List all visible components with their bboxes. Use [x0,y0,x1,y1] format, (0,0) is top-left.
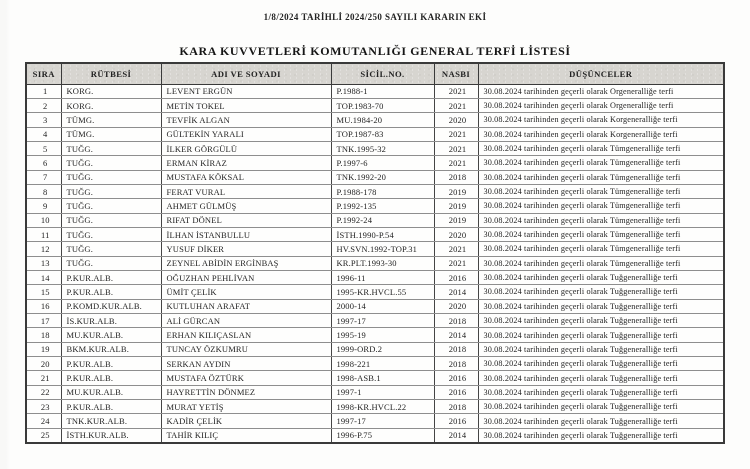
cell-sicil: P.1992-24 [331,213,434,227]
table-row [26,270,724,284]
cell-nasbi: 2018 [434,314,478,328]
cell-nasbi: 2018 [434,400,478,414]
cell-sira: 18 [26,328,61,342]
cell-nasbi: 2020 [434,113,478,127]
cell-dusunceler: 30.08.2024 tarihinden geçerli olarak Tuğgeneralliğe terfi [478,270,724,284]
cell-rutbesi: İS.KUR.ALB. [61,314,161,328]
cell-nasbi: 2018 [434,342,478,356]
cell-adi: TUNCAY ÖZKUMRU [161,342,331,356]
cell-dusunceler: 30.08.2024 tarihinden geçerli olarak Tümgeneralliğe terfi [478,141,724,155]
table-row [26,256,724,270]
cell-nasbi: 2021 [434,156,478,170]
cell-sicil: 1995-KR.HVCL.55 [331,285,434,299]
cell-sira: 12 [26,242,61,256]
cell-nasbi: 2014 [434,328,478,342]
cell-nasbi: 2016 [434,385,478,399]
cell-sicil: 1998-221 [331,357,434,371]
cell-nasbi: 2018 [434,357,478,371]
cell-dusunceler: 30.08.2024 tarihinden geçerli olarak Tuğgeneralliğe terfi [478,328,724,342]
cell-rutbesi: TUĞG. [61,184,161,198]
cell-rutbesi: P.KUR.ALB. [61,371,161,385]
cell-sicil: 1997-1 [331,385,434,399]
cell-sicil: KR.PLT.1993-30 [331,256,434,270]
cell-rutbesi: TÜMG. [61,127,161,141]
table-row [26,400,724,414]
cell-nasbi: 2019 [434,199,478,213]
cell-dusunceler: 30.08.2024 tarihinden geçerli olarak Tuğgeneralliğe terfi [478,414,724,428]
cell-rutbesi: TÜMG. [61,113,161,127]
cell-adi: TEVFİK ALGAN [161,113,331,127]
column-header-dusunceler: DÜŞÜNCELER [478,63,724,84]
cell-sicil: 1995-19 [331,328,434,342]
cell-nasbi: 2019 [434,213,478,227]
cell-dusunceler: 30.08.2024 tarihinden geçerli olarak Tuğgeneralliğe terfi [478,371,724,385]
cell-rutbesi: TUĞG. [61,156,161,170]
cell-sira: 17 [26,314,61,328]
cell-adi: ERHAN KILIÇASLAN [161,328,331,342]
cell-sira: 1 [26,84,61,98]
cell-rutbesi: P.KUR.ALB. [61,270,161,284]
cell-adi: MUSTAFA KÖKSAL [161,170,331,184]
cell-adi: FERAT VURAL [161,184,331,198]
cell-dusunceler: 30.08.2024 tarihinden geçerli olarak Tümgeneralliğe terfi [478,199,724,213]
cell-sicil: P.1992-135 [331,199,434,213]
cell-sira: 5 [26,141,61,155]
cell-dusunceler: 30.08.2024 tarihinden geçerli olarak Tuğgeneralliğe terfi [478,314,724,328]
cell-nasbi: 2021 [434,84,478,98]
cell-dusunceler: 30.08.2024 tarihinden geçerli olarak Tuğgeneralliğe terfi [478,428,724,442]
cell-dusunceler: 30.08.2024 tarihinden geçerli olarak Tümgeneralliğe terfi [478,170,724,184]
cell-dusunceler: 30.08.2024 tarihinden geçerli olarak Tümgeneralliğe terfi [478,242,724,256]
cell-dusunceler: 30.08.2024 tarihinden geçerli olarak Orgeneralliğe terfi [478,98,724,112]
cell-sicil: 1998-KR.HVCL.22 [331,400,434,414]
cell-adi: RIFAT DÖNEL [161,213,331,227]
decision-annex-title: 1/8/2024 TARİHLİ 2024/250 SAYILI KARARIN EKİ [263,12,487,22]
cell-dusunceler: 30.08.2024 tarihinden geçerli olarak Tuğgeneralliğe terfi [478,400,724,414]
cell-sira: 10 [26,213,61,227]
cell-dusunceler: 30.08.2024 tarihinden geçerli olarak Tuğgeneralliğe terfi [478,357,724,371]
table-row [26,98,724,112]
cell-sicil: 1996-11 [331,270,434,284]
table-row [26,428,724,442]
table-row [26,314,724,328]
table-row [26,156,724,170]
cell-adi: ZEYNEL ABİDİN ERGİNBAŞ [161,256,331,270]
cell-rutbesi: TUĞG. [61,256,161,270]
cell-sicil: TNK.1992-20 [331,170,434,184]
table-row [26,141,724,155]
table-row [26,113,724,127]
cell-rutbesi: İSTH.KUR.ALB. [61,428,161,442]
cell-rutbesi: P.KOMD.KUR.ALB. [61,299,161,313]
cell-nasbi: 2016 [434,270,478,284]
table-row [26,299,724,313]
column-header-rutbesi: RÜTBESİ [61,63,161,84]
cell-dusunceler: 30.08.2024 tarihinden geçerli olarak Korgeneralliğe terfi [478,113,724,127]
cell-rutbesi: TUĞG. [61,199,161,213]
cell-sira: 19 [26,342,61,356]
cell-dusunceler: 30.08.2024 tarihinden geçerli olarak Tümgeneralliğe terfi [478,256,724,270]
cell-rutbesi: TNK.KUR.ALB. [61,414,161,428]
page-title: KARA KUVVETLERİ KOMUTANLIĞI GENERAL TERFİ LİSTESİ [179,44,571,58]
cell-adi: ÜMİT ÇELİK [161,285,331,299]
cell-sira: 8 [26,184,61,198]
cell-sicil: TNK.1995-32 [331,141,434,155]
cell-dusunceler: 30.08.2024 tarihinden geçerli olarak Tuğgeneralliğe terfi [478,299,724,313]
cell-dusunceler: 30.08.2024 tarihinden geçerli olarak Tuğgeneralliğe terfi [478,285,724,299]
cell-dusunceler: 30.08.2024 tarihinden geçerli olarak Korgeneralliğe terfi [478,127,724,141]
cell-adi: AHMET GÜLMÜŞ [161,199,331,213]
cell-adi: LEVENT ERGÜN [161,84,331,98]
cell-rutbesi: TUĞG. [61,170,161,184]
promotion-table [25,62,725,444]
table-row [26,328,724,342]
cell-sira: 2 [26,98,61,112]
cell-dusunceler: 30.08.2024 tarihinden geçerli olarak Tümgeneralliğe terfi [478,213,724,227]
cell-adi: KUTLUHAN ARAFAT [161,299,331,313]
table-row [26,213,724,227]
table-row [26,184,724,198]
cell-nasbi: 2016 [434,414,478,428]
cell-sicil: P.1988-178 [331,184,434,198]
table-row [26,242,724,256]
cell-sira: 23 [26,400,61,414]
cell-nasbi: 2021 [434,127,478,141]
cell-adi: İLHAN İSTANBULLU [161,227,331,241]
cell-adi: GÜLTEKİN YARALI [161,127,331,141]
cell-adi: OĞUZHAN PEHLİVAN [161,270,331,284]
cell-dusunceler: 30.08.2024 tarihinden geçerli olarak Tuğgeneralliğe terfi [478,342,724,356]
table-row [26,357,724,371]
table-row [26,170,724,184]
cell-dusunceler: 30.08.2024 tarihinden geçerli olarak Tuğgeneralliğe terfi [478,385,724,399]
cell-adi: MURAT YETİŞ [161,400,331,414]
promotion-table-body [26,84,724,443]
cell-sira: 14 [26,270,61,284]
cell-adi: HAYRETTİN DÖNMEZ [161,385,331,399]
cell-dusunceler: 30.08.2024 tarihinden geçerli olarak Tümgeneralliğe terfi [478,184,724,198]
cell-sicil: İSTH.1990-P.54 [331,227,434,241]
column-header-adi: ADI VE SOYADI [161,63,331,84]
table-row [26,199,724,213]
cell-nasbi: 2018 [434,170,478,184]
cell-sicil: 2000-14 [331,299,434,313]
cell-adi: TAHİR KILIÇ [161,428,331,442]
cell-rutbesi: P.KUR.ALB. [61,357,161,371]
cell-nasbi: 2020 [434,227,478,241]
cell-sira: 3 [26,113,61,127]
cell-adi: MUSTAFA ÖZTÜRK [161,371,331,385]
cell-adi: KADİR ÇELİK [161,414,331,428]
cell-adi: METİN TOKEL [161,98,331,112]
cell-nasbi: 2014 [434,285,478,299]
cell-sicil: P.1997-6 [331,156,434,170]
cell-rutbesi: MU.KUR.ALB. [61,385,161,399]
column-header-sicil: SİCİL.NO. [331,63,434,84]
cell-sira: 13 [26,256,61,270]
cell-nasbi: 2021 [434,242,478,256]
cell-rutbesi: TUĞG. [61,213,161,227]
cell-nasbi: 2016 [434,371,478,385]
cell-sira: 15 [26,285,61,299]
cell-sicil: 1996-P.75 [331,428,434,442]
cell-rutbesi: TUĞG. [61,141,161,155]
cell-nasbi: 2021 [434,256,478,270]
table-row [26,127,724,141]
cell-sira: 21 [26,371,61,385]
cell-nasbi: 2021 [434,98,478,112]
cell-sira: 4 [26,127,61,141]
table-row [26,84,724,98]
cell-sira: 25 [26,428,61,442]
cell-sira: 6 [26,156,61,170]
cell-sicil: 1997-17 [331,414,434,428]
table-row [26,414,724,428]
cell-sicil: 1998-ASB.1 [331,371,434,385]
cell-sira: 24 [26,414,61,428]
table-row [26,385,724,399]
cell-dusunceler: 30.08.2024 tarihinden geçerli olarak Orgeneralliğe terfi [478,84,724,98]
cell-sicil: HV.SVN.1992-TOP.31 [331,242,434,256]
cell-rutbesi: KORG. [61,98,161,112]
cell-adi: ERMAN KİRAZ [161,156,331,170]
cell-sira: 16 [26,299,61,313]
cell-sira: 9 [26,199,61,213]
column-header-sira: SIRA [26,63,61,84]
cell-sicil: 1999-ORD.2 [331,342,434,356]
cell-sira: 11 [26,227,61,241]
cell-adi: YUSUF DİKER [161,242,331,256]
cell-rutbesi: P.KUR.ALB. [61,285,161,299]
cell-sira: 22 [26,385,61,399]
cell-nasbi: 2019 [434,184,478,198]
cell-sicil: 1997-17 [331,314,434,328]
cell-rutbesi: TUĞG. [61,227,161,241]
cell-adi: ALİ GÜRCAN [161,314,331,328]
table-row [26,227,724,241]
cell-dusunceler: 30.08.2024 tarihinden geçerli olarak Tümgeneralliğe terfi [478,156,724,170]
cell-nasbi: 2021 [434,141,478,155]
cell-rutbesi: TUĞG. [61,242,161,256]
table-row [26,285,724,299]
table-header-row [26,63,724,84]
cell-rutbesi: P.KUR.ALB. [61,400,161,414]
cell-rutbesi: MU.KUR.ALB. [61,328,161,342]
cell-sicil: TOP.1983-70 [331,98,434,112]
cell-sicil: MU.1984-20 [331,113,434,127]
cell-sira: 20 [26,357,61,371]
cell-adi: İLKER GÖRGÜLÜ [161,141,331,155]
column-header-nasbi: NASBI [434,63,478,84]
cell-rutbesi: KORG. [61,84,161,98]
cell-dusunceler: 30.08.2024 tarihinden geçerli olarak Tümgeneralliğe terfi [478,227,724,241]
cell-rutbesi: BKM.KUR.ALB. [61,342,161,356]
cell-nasbi: 2014 [434,428,478,442]
cell-sicil: TOP.1987-83 [331,127,434,141]
cell-sicil: P.1988-1 [331,84,434,98]
cell-sira: 7 [26,170,61,184]
cell-adi: SERKAN AYDIN [161,357,331,371]
cell-nasbi: 2020 [434,299,478,313]
table-row [26,371,724,385]
table-row [26,342,724,356]
